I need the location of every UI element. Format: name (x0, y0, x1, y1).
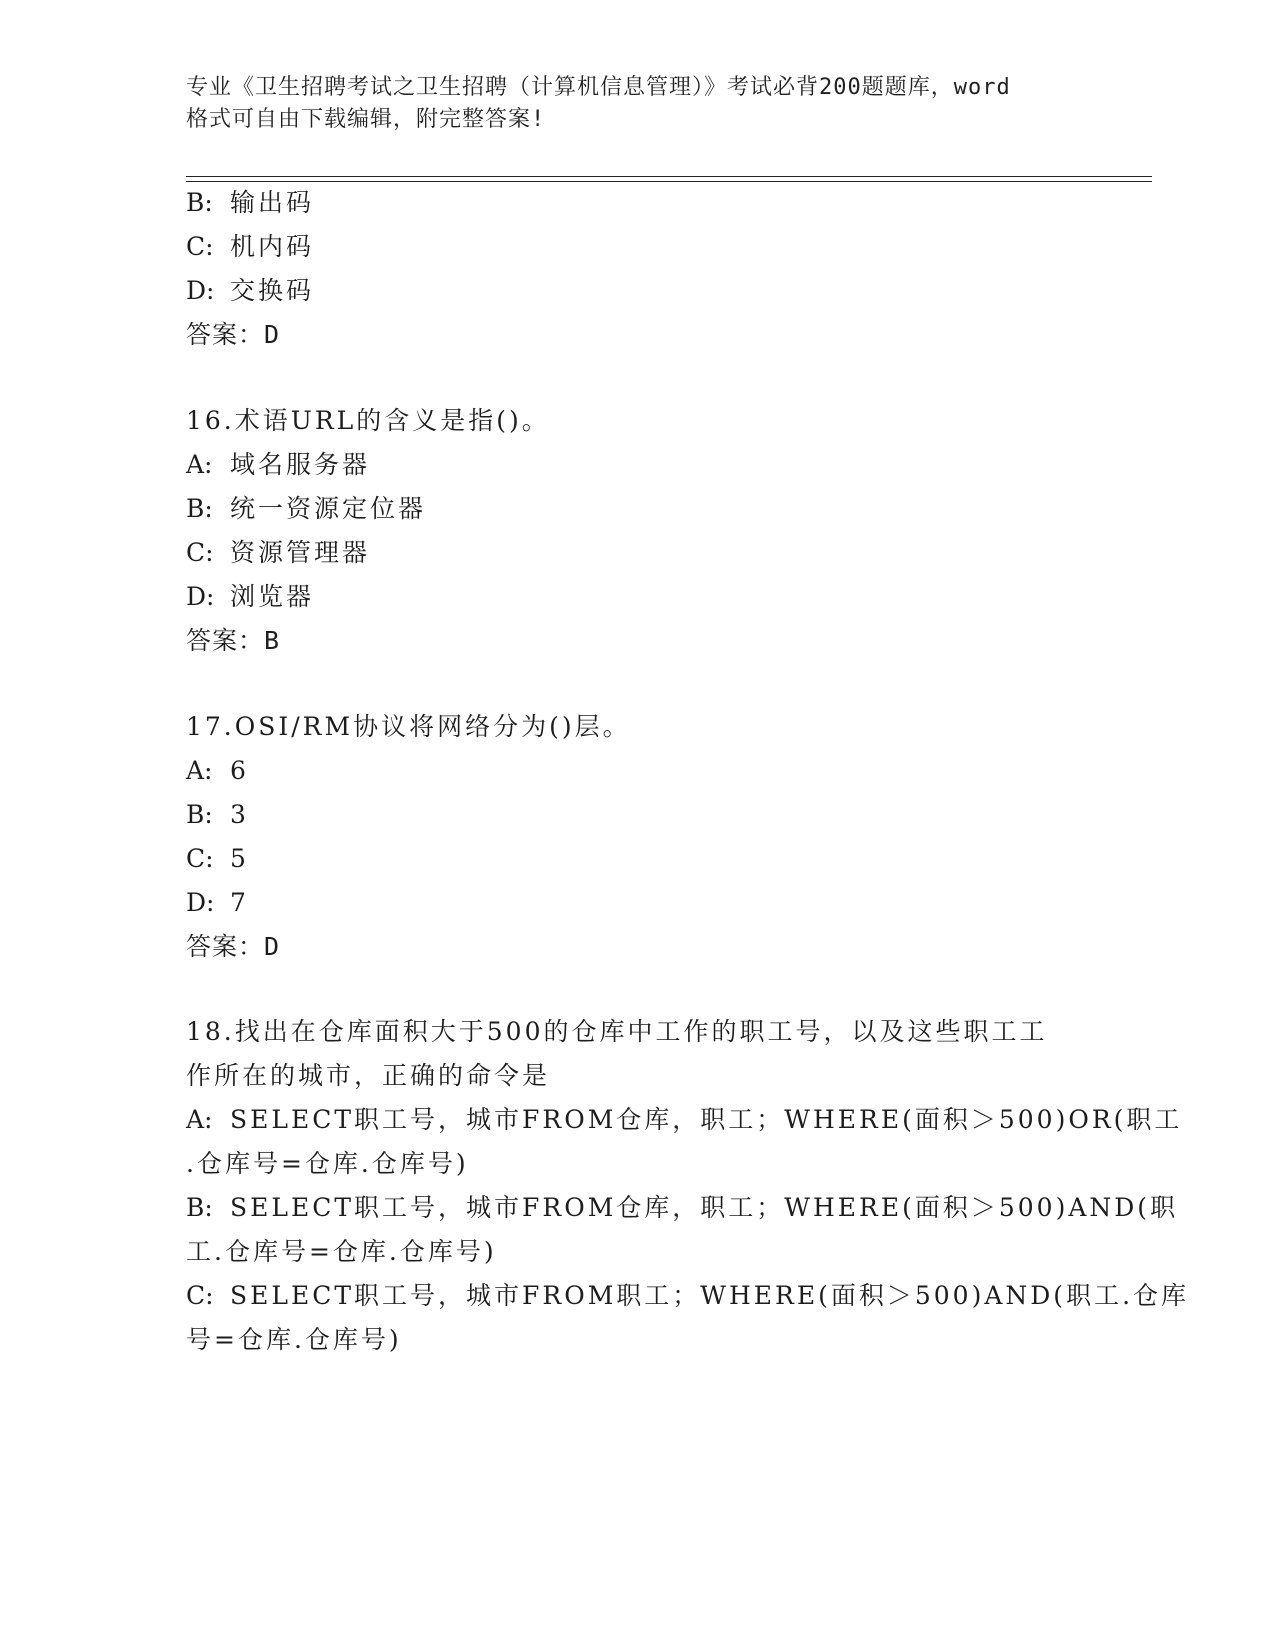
option-text: 6 (230, 756, 249, 785)
q17-option-a (186, 754, 249, 788)
q15-option-c (186, 230, 314, 264)
q18-option-a-line-2: .仓库号=仓库.仓库号) (186, 1149, 469, 1178)
q15-answer (186, 318, 280, 352)
q18-option-b-line-1 (186, 1191, 1178, 1225)
q16-question: 16.术语URL的含义是指()。 (186, 406, 550, 435)
option-text: 域名服务器 (230, 450, 371, 479)
option-key: B: (186, 188, 213, 217)
option-text: 5 (230, 844, 249, 873)
header-line-2: 格式可自由下载编辑，附完整答案! (186, 107, 546, 132)
option-key: C: (186, 232, 214, 261)
q18-option-c-line-2: 号=仓库.仓库号) (186, 1325, 402, 1354)
option-text: 3 (230, 800, 249, 829)
q15-option-b (186, 186, 314, 220)
answer-value: D (264, 932, 281, 961)
q16-answer (186, 624, 280, 658)
answer-label: 答案： (186, 320, 265, 349)
option-key: A: (186, 756, 213, 785)
option-key: B: (186, 800, 213, 829)
option-text: SELECT职工号，城市FROM仓库，职工；WHERE(面积＞500)AND(职 (230, 1193, 1179, 1222)
option-text: 输出码 (230, 188, 315, 217)
option-text: 统一资源定位器 (230, 494, 427, 523)
header-divider-top (186, 176, 1152, 177)
answer-label: 答案： (186, 932, 265, 961)
option-key: B: (186, 494, 213, 523)
q15-option-d (186, 274, 314, 308)
q18-option-c-line-1 (186, 1279, 1189, 1313)
option-key: D: (186, 888, 215, 917)
q16-option-d (186, 580, 314, 614)
q17-option-c (186, 842, 249, 876)
header-divider-bottom (186, 181, 1152, 182)
answer-value: D (264, 320, 281, 349)
q17-option-b (186, 798, 249, 832)
answer-value: B (264, 626, 281, 655)
q18-question-line-1: 18.找出在仓库面积大于500的仓库中工作的职工号，以及这些职工工 (186, 1017, 1048, 1046)
q17-answer (186, 930, 280, 964)
q18-option-a-line-1 (186, 1103, 1182, 1137)
header-line-1: 专业《卫生招聘考试之卫生招聘（计算机信息管理）》考试必背200题题库，word (186, 75, 1011, 100)
option-key: B: (186, 1193, 213, 1222)
q18-option-b-line-2: 工.仓库号=仓库.仓库号) (186, 1237, 497, 1266)
option-key: C: (186, 538, 214, 567)
option-text: 浏览器 (230, 582, 315, 611)
q16-option-b (186, 492, 426, 526)
option-key: A: (186, 1105, 213, 1134)
option-key: D: (186, 582, 215, 611)
option-text: 交换码 (230, 276, 315, 305)
option-key: C: (186, 844, 214, 873)
q16-option-c (186, 536, 370, 570)
q17-option-d (186, 886, 249, 920)
option-text: 7 (230, 888, 249, 917)
q18-question-line-2: 作所在的城市，正确的命令是 (186, 1061, 551, 1090)
option-text: SELECT职工号，城市FROM职工；WHERE(面积＞500)AND(职工.仓库 (230, 1281, 1190, 1310)
option-key: C: (186, 1281, 214, 1310)
option-key: D: (186, 276, 215, 305)
q16-option-a (186, 448, 370, 482)
option-text: SELECT职工号，城市FROM仓库，职工；WHERE(面积＞500)OR(职工 (230, 1105, 1183, 1134)
q17-question: 17.OSI/RM协议将网络分为()层。 (186, 712, 631, 741)
document-header (186, 72, 1086, 136)
option-text: 机内码 (230, 232, 315, 261)
answer-label: 答案： (186, 626, 265, 655)
option-key: A: (186, 450, 213, 479)
option-text: 资源管理器 (230, 538, 371, 567)
